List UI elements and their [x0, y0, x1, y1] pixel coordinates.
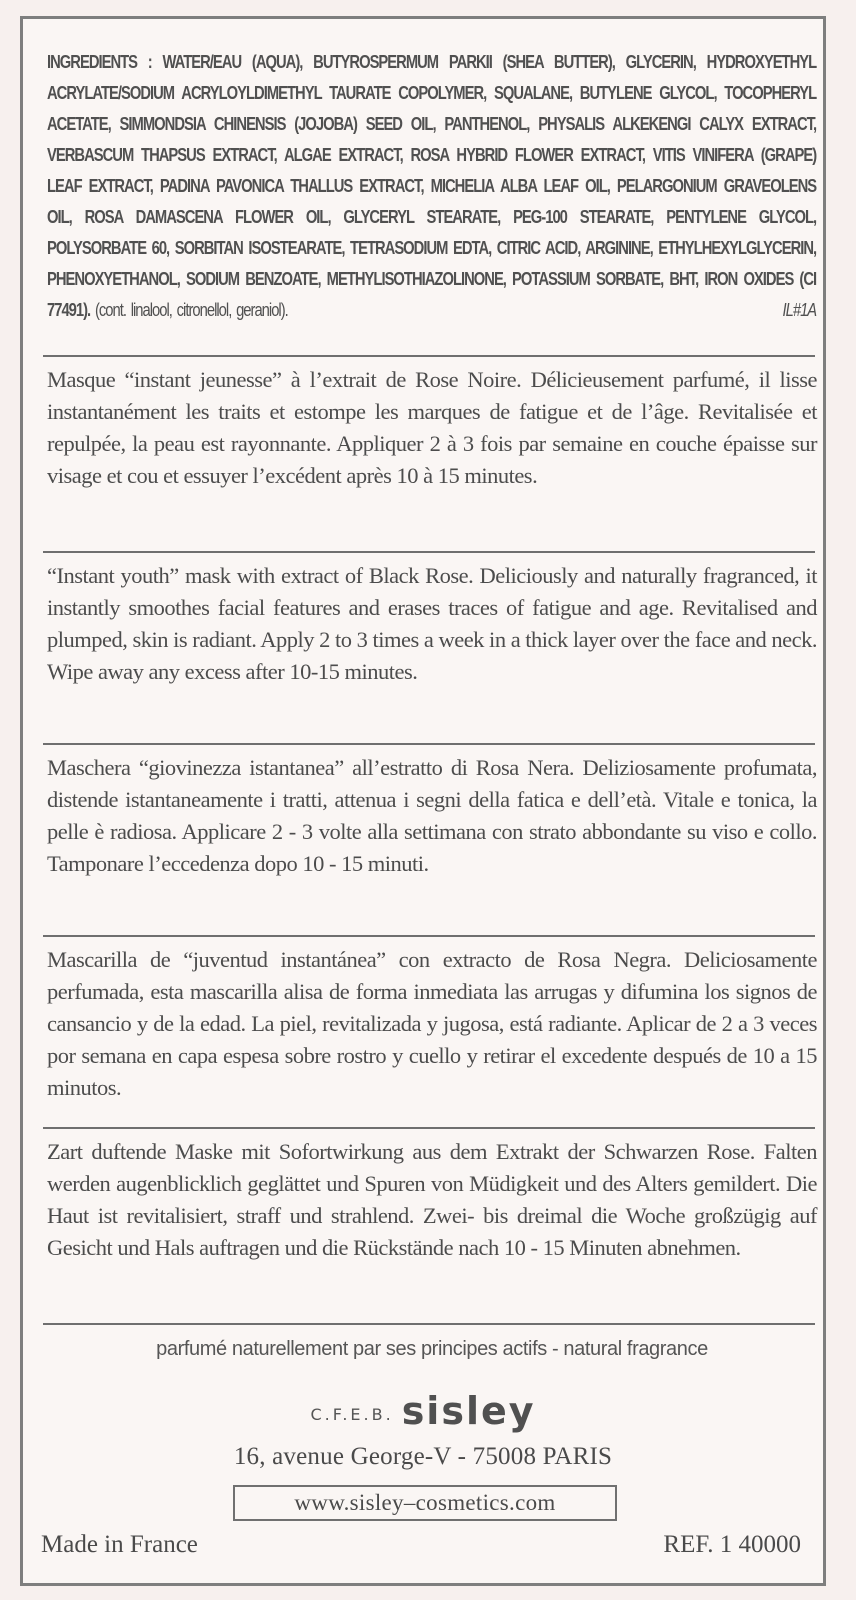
description-italian: Maschera “giovinezza istantanea” all’estratto di Rosa Nera. Deliziosamente profumata, distende istantaneamente i tratti, attenua i segni della fatica e dell’età. Vitale e tonica, la pelle è radiosa. Applicare 2 - 3 volte alla settimana con strato abbondante su viso e collo. Tamponare l’eccedenza dopo 10 - 15 minuti. [47, 755, 817, 876]
batch-code: IL#1A [782, 300, 817, 320]
brand-logo: sisley [401, 1389, 536, 1433]
fragrance-note: parfumé naturellement par ses principes actifs - natural fragrance [156, 1338, 708, 1360]
company-address: 16, avenue George-V - 75008 PARIS [233, 1443, 613, 1470]
description-english: “Instant youth” mask with extract of Black Rose. Deliciously and naturally fragranced, it instantly smoothes facial features and erases traces of fatigue and age. Revitalised and plumped, skin is radiant. Apply 2 to 3 times a week in a thick layer over the face and neck. Wipe away any excess after 10-15 minutes. [47, 563, 818, 684]
ingredients-text: INGREDIENTS : WATER/EAU (AQUA), BUTYROSPERMUM PARKII (SHEA BUTTER), GLYCERIN, HYDROXYETHYL ACRYLATE/SODIUM ACRYLOYLDIMETHYL TAURATE COPOLYMER, SQUALANE, BUTYLENE GLYCOL, TOCOPHERYL ACETATE, SIMMONDSIA CHINENSIS (JOJOBA) SEED OIL, PANTHENOL, PHYSALIS ALKEKENGI CALYX EXTRACT, VERBASCUM THAPSUS EXTRACT, ALGAE EXTRACT, ROSA HYBRID FLOWER EXTRACT, VITIS VINIFERA (GRAPE) LEAF EXTRACT, PADINA PAVONICA THALLUS EXTRACT, MICHELIA ALBA LEAF OIL, PELARGONIUM GRAVEOLENS OIL, ROSA DAMASCENA FLOWER OIL, GLYCERYL STEARATE, PEG-100 STEARATE, PENTYLENE GLYCOL, POLYSORBATE 60, SORBITAN ISOSTEARATE, TETRASODIUM EDTA, CITRIC ACID, ARGININE, ETHYLHEXYLGLYCERIN, PHENOXYETHANOL, SODIUM BENZOATE, METHYLISOTHIAZOLINONE, POTASSIUM SORBATE, BHT, IRON OXIDES (CI 77491). [47, 52, 817, 320]
made-in-label: Made in France [41, 1531, 198, 1558]
reference-number: REF. 1 40000 [663, 1531, 801, 1558]
section-divider [43, 743, 815, 745]
section-divider [43, 355, 815, 357]
description-french: Masque “instant jeunesse” à l’extrait de Rose Noire. Délicieusement parfumé, il lisse instantanément les traits et estompe les marques de fatigue et de l’âge. Revitalisée et repulpée, la peau est rayonnante. Appliquer 2 à 3 fois par semaine en couche épaisse sur visage et cou et essuyer l’excédent après 10 à 15 minutes. [47, 367, 817, 488]
product-label-panel [20, 16, 826, 1586]
section-divider [43, 935, 815, 937]
section-divider [43, 551, 815, 553]
website-url: www.sisley–cosmetics.com [233, 1485, 617, 1521]
ingredients-list [47, 47, 816, 326]
ingredients-tail: (cont. linalool, citronellol, geraniol). [94, 300, 288, 320]
section-divider [43, 1127, 815, 1129]
description-spanish: Mascarilla de “juventud instantánea” con extracto de Rosa Negra. Deliciosamente perfumada, esta mascarilla alisa de forma inmediata las arrugas y difumina los signos de cansancio y de la edad. La piel, revitalizada y jugosa, está radiante. Aplicar de 2 a 3 veces por semana en capa espesa sobre rostro y cuello y retirar el excedente después de 10 a 15 minutos. [47, 947, 817, 1100]
section-divider [43, 1323, 815, 1325]
description-german: Zart duftende Maske mit Sofortwirkung aus dem Extrakt der Schwarzen Rose. Falten werden augenblicklich geglättet und Spuren von Müdigkeit und des Alters gemildert. Die Haut ist revitalisiert, straff und strahlend. Zwei- bis dreimal die Woche großzügig auf Gesicht und Hals auftragen und die Rückstände nach 10 - 15 Minuten abnehmen. [47, 1139, 817, 1260]
company-brand-line [23, 1389, 823, 1433]
company-prefix: C.F.E.B. [310, 1405, 394, 1424]
